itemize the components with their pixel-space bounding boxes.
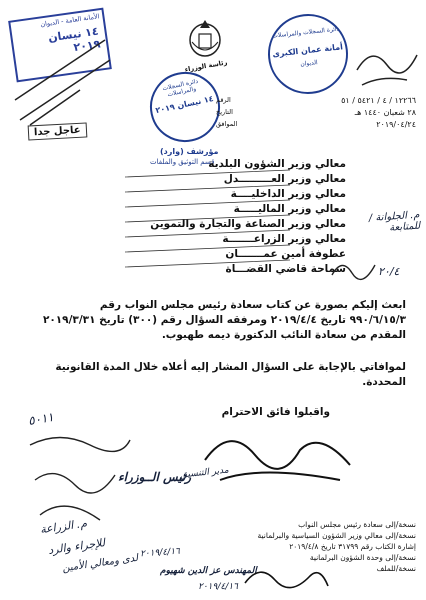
engineer-name: المهندس عز الدين شهيوم <box>160 566 257 576</box>
recipients-strikes <box>120 165 300 285</box>
top-left-scribble <box>10 30 120 130</box>
side-handwritten-date: ٢٠/٤ <box>378 265 400 278</box>
ref-number: ١٢٢٦٦ / ٤ / ٥٤٢١ / ٥١ <box>341 96 416 105</box>
engineer-signature <box>240 558 330 598</box>
center-stamp-archived: مؤرشف (وارد) <box>160 147 219 156</box>
date-label: التاريخ <box>216 108 233 116</box>
copy-line-1: نسخة/إلى سعادة رئيس مجلس النواب <box>298 520 416 529</box>
top-left-stamp-date: ١٤ نيسان ٢٠١٩ <box>47 24 102 55</box>
right-stamp-line3: الديوان <box>299 59 319 69</box>
body-paragraph-1: ابعث إليكم بصورة عن كتاب سعادة رئيس مجلس النواب رقم ٩٩٠/٦/١٥/٣ تاريخ ٢٠١٩/٤/٤ ومرفقه السؤال رقم (٣٠٠) تاريخ ٢٠١٩/٣/٣١ المقدم من سعادة النائب الدكتورة ديمه طهبوب. <box>42 299 406 342</box>
bottom-left-note-2: للإجراء والرد <box>47 536 106 557</box>
date-gregorian: ٢٠١٩/٠٤/٢٤ <box>376 120 416 129</box>
recipient-5: معالي وزير الصناعة والتجارة والتموين <box>150 218 346 230</box>
body-paragraph-2: لموافاتي بالإجابة على السؤال المشار إليه أعلاه خلال المدة القانونية المحددة. <box>55 361 406 389</box>
ref-block <box>216 96 416 129</box>
engineer-date: ٢٠١٩/٤/١٦ <box>198 582 238 592</box>
recipient-6: معالي وزير الزراعـــــــة <box>222 233 346 245</box>
copy-line-4: نسخة/إلى وحدة الشؤون البرلمانية <box>309 552 416 562</box>
bottom-left-note-1: م. الزراعة <box>39 516 88 537</box>
mowafeq-label: الموافق <box>216 120 238 128</box>
mid-handwritten-note: مدير التنسيق <box>179 465 230 481</box>
signature-title: رئيس الــوزراء <box>118 470 192 484</box>
bottom-left-note-3: لدى ومعالي الأمين <box>61 552 139 575</box>
center-stamp-dept: قسم التوثيق والملفات <box>150 158 215 166</box>
copy-line-5: نسخة/للملف <box>376 563 416 573</box>
copy-line-3: إشارة الكتاب رقم ٣١٧٩٩ تاريخ ٢٠١٩/٤/٨ <box>289 541 416 551</box>
right-stamp-line2: أمانة عمان الكبرى <box>271 41 344 59</box>
left-handwritten-mark: ٥٠١١ <box>26 409 55 429</box>
recipient-4: معالي وزير الماليـــــة <box>233 203 346 215</box>
date-hijri: ٢٨ شعبان ١٤٤٠ هـ <box>354 108 416 117</box>
side-signature <box>330 255 380 285</box>
right-stamp-line1: دائرة السجلات والمراسلات <box>271 25 340 40</box>
bottom-left-date: ٢٠١٩/٤/١٦ <box>139 546 181 560</box>
recipient-8: سماحة قاضي القضـــاة <box>225 263 346 275</box>
prime-minister-signature <box>200 420 360 490</box>
center-round-stamp <box>143 65 226 148</box>
closing-line: واقبلوا فائق الاحترام <box>221 406 330 418</box>
center-round-stamp-date: ١٤ نيسان ٢٠١٩ <box>154 94 215 116</box>
right-round-stamp <box>264 10 352 98</box>
copy-line-2: نسخة/إلى معالي وزير الشؤون السياسية والبرلمانية <box>257 530 416 540</box>
recipient-2: معالي وزير العـــــــــدل <box>223 173 346 185</box>
coat-of-arms-emblem <box>188 18 222 58</box>
side-handwritten-note: م. الجلوانة / للمتابعة <box>368 209 421 234</box>
center-top-stamp-title: رئاسة الوزراء <box>184 58 228 74</box>
top-left-stamp-header: الأمانة العامة - الديوان <box>39 12 100 29</box>
top-right-scribble <box>352 40 422 100</box>
recipient-3: معالي وزير الداخليــــة <box>230 188 346 200</box>
urgent-label: عاجل جدا <box>28 122 87 140</box>
center-round-stamp-line1: دائرة السجلات والمراسلات <box>161 77 199 98</box>
recipient-1: معالي وزير الشؤون البلدية <box>208 158 346 170</box>
ref-label: الرقم <box>216 96 231 104</box>
recipient-7: عطوفة أمين عمـــــــان <box>225 248 346 260</box>
